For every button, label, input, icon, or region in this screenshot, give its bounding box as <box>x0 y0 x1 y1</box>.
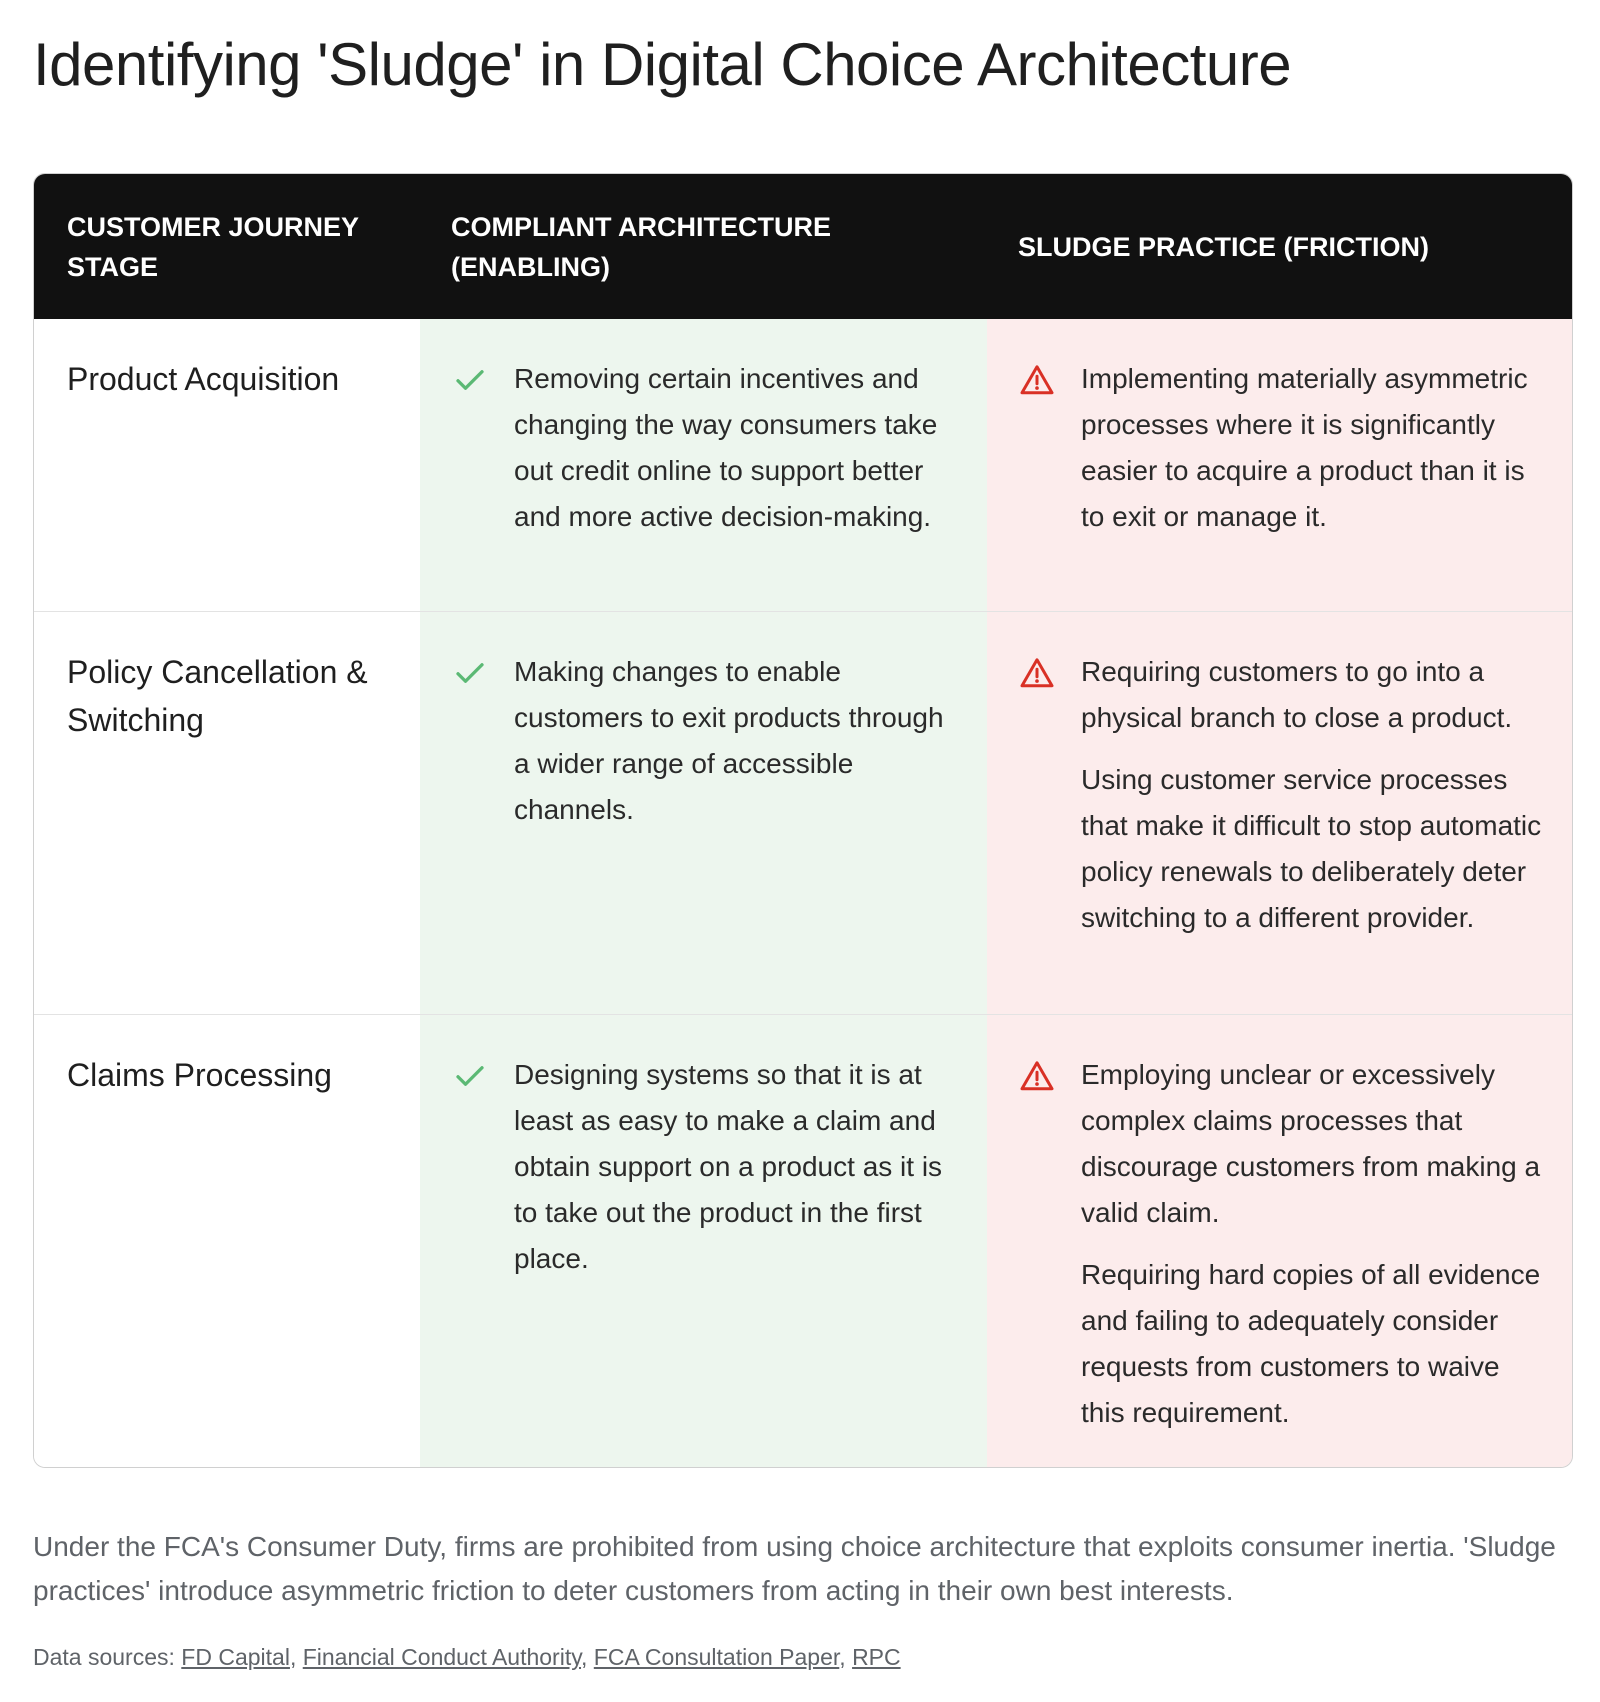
stage-cell: Policy Cancellation & Switching <box>34 611 420 1014</box>
sludge-cell <box>987 611 1572 1014</box>
sludge-cell <box>987 319 1572 611</box>
sludge-text: Implementing materially asymmetric processes where it is significantly easier to acquire a product than it is to exit or manage it. <box>1081 363 1528 532</box>
warning-icon <box>1019 655 1055 691</box>
table-header <box>34 174 1572 319</box>
source-link-fd-capital[interactable]: FD Capital <box>181 1644 290 1670</box>
sludge-text: Using customer service processes that make it difficult to stop automatic policy renewals to deliberately deter switching to a different provider. <box>1081 763 1542 933</box>
table-row <box>34 611 1572 1014</box>
compliant-text: Removing certain incentives and changing the way consumers take out credit online to support better and more active decision-making. <box>514 363 938 532</box>
stage-cell: Product Acquisition <box>34 319 420 611</box>
warning-icon <box>1019 1058 1055 1094</box>
sludge-cell <box>987 1014 1572 1467</box>
header-compliant: COMPLIANT ARCHITECTURE (ENABLING) <box>420 174 987 319</box>
data-sources-label: Data sources: <box>33 1644 175 1670</box>
page-title: Identifying 'Sludge' in Digital Choice Architecture <box>33 31 1292 98</box>
compliant-cell <box>420 319 987 611</box>
source-link-rpc[interactable]: RPC <box>852 1644 901 1670</box>
comparison-table-card <box>33 173 1573 1468</box>
compliant-cell <box>420 1014 987 1467</box>
source-link-fca[interactable]: Financial Conduct Authority <box>302 1644 582 1670</box>
compliant-text: Making changes to enable customers to exit products through a wider range of accessible channels. <box>514 655 944 825</box>
source-link-fca-consultation-paper[interactable]: FCA Consultation Paper <box>593 1644 840 1670</box>
table-row <box>34 319 1572 611</box>
stage-cell: Claims Processing <box>34 1014 420 1467</box>
check-icon <box>452 362 488 398</box>
warning-icon <box>1019 362 1055 398</box>
check-icon <box>452 1058 488 1094</box>
header-sludge: SLUDGE PRACTICE (FRICTION) <box>987 174 1572 319</box>
comparison-table <box>34 174 1572 1467</box>
table-header-row <box>34 174 1572 319</box>
check-icon <box>452 655 488 691</box>
data-sources: Data sources: FD Capital, Financial Conduct Authority, FCA Consultation Paper, RPC <box>33 1644 901 1670</box>
sludge-text: Employing unclear or excessively complex claims processes that discourage customers from making a valid claim. <box>1081 1058 1541 1228</box>
compliant-cell <box>420 611 987 1014</box>
header-stage: CUSTOMER JOURNEY STAGE <box>34 174 420 319</box>
compliant-text: Designing systems so that it is at least as easy to make a claim and obtain support on a product as it is to take out the product in the first place. <box>514 1058 943 1274</box>
table-row <box>34 1014 1572 1467</box>
sludge-text: Requiring hard copies of all evidence and failing to adequately consider requests from customers to waive this requirement. <box>1081 1258 1541 1428</box>
footnote: Under the FCA's Consumer Duty, firms are prohibited from using choice architecture that exploits consumer inertia. 'Sludge practices' introduce asymmetric friction to deter customers from acting in their own best interests. <box>33 1531 1556 1606</box>
table-body <box>34 319 1572 1467</box>
sludge-text: Requiring customers to go into a physical branch to close a product. <box>1081 655 1513 733</box>
